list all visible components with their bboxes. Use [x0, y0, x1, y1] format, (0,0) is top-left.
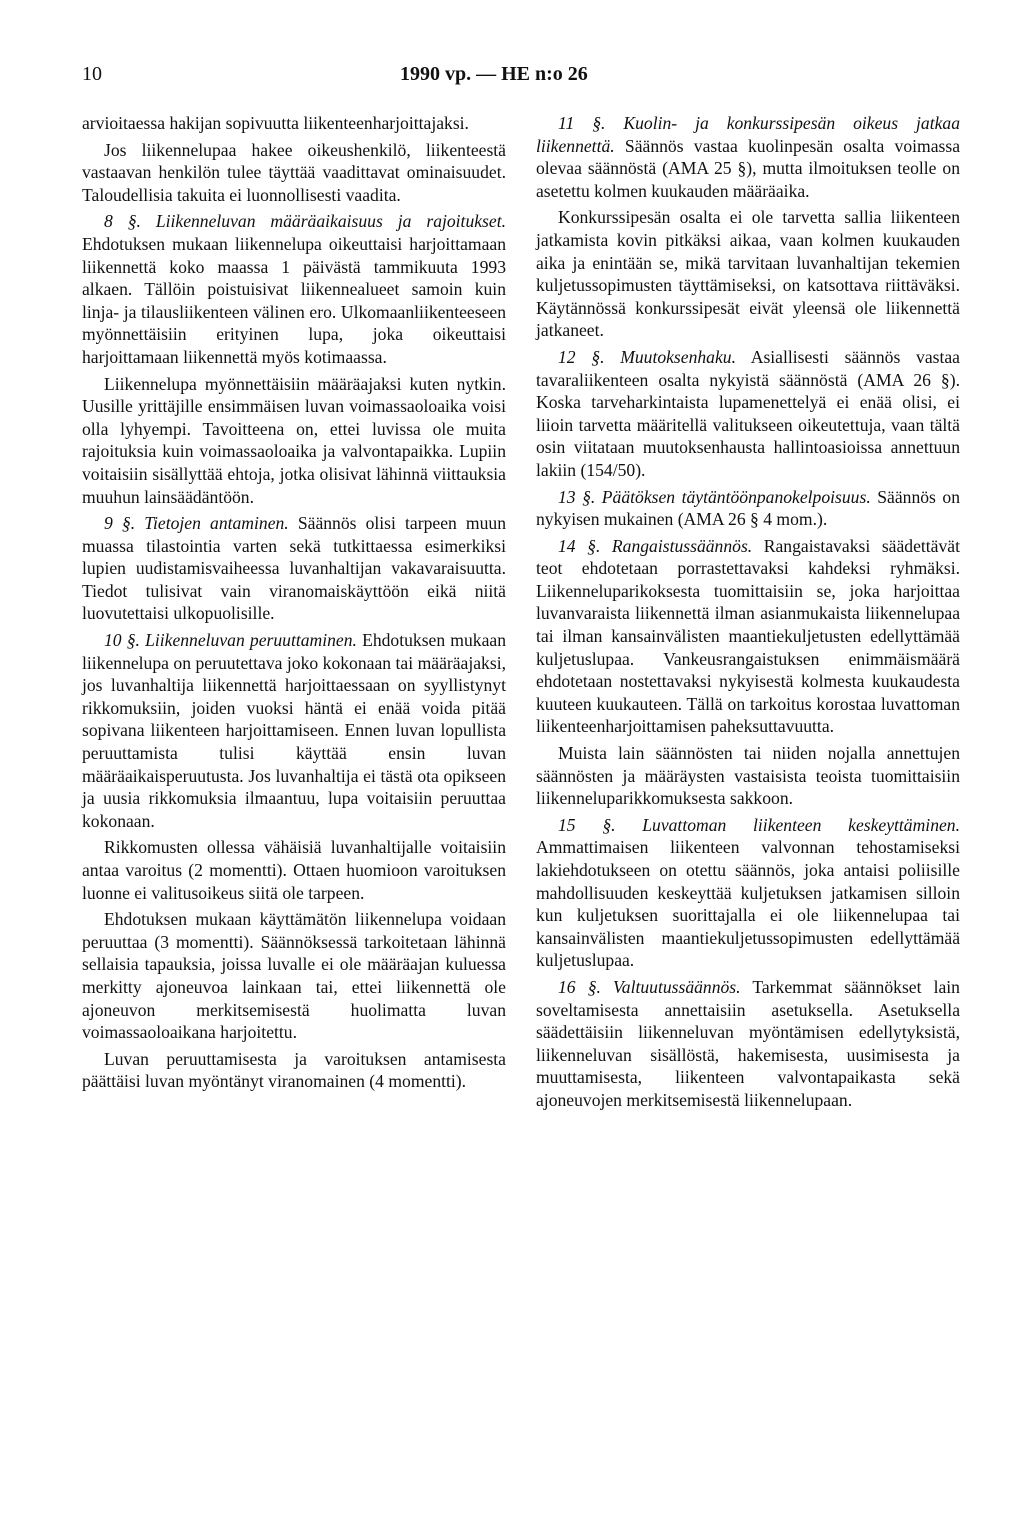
paragraph: arvioitaessa hakijan sopivuutta liikenteenharjoittajaksi. — [82, 113, 469, 133]
section-text: Ehdotuksen mukaan liikennelupa on peruutettava joko kokonaan tai määräajaksi, jos luvanhaltija liikennettä harjoittaessaan on syyllistynyt rikkomuksiin, joiden vuoksi häntä ei enää voida pitää sopivana liikenteen harjoittamiseen. Ennen luvan lopullista peruuttamista tulisi käyttää ensin luvan määräaikaisperuutusta. Jos luvanhaltija ei tästä ota opikseen ja uusia rikkomuksia ilmaantuu, lupa voitaisiin peruuttaa kokonaan. — [82, 630, 506, 831]
section-14 — [536, 535, 960, 738]
section-16 — [536, 976, 960, 1112]
section-11 — [536, 112, 960, 202]
section-heading: 9 §. Tietojen antaminen. — [104, 513, 289, 534]
section-heading: 15 §. Luvattoman liikenteen keskeyttäminen. — [558, 814, 960, 835]
section-12 — [536, 346, 960, 482]
section-text: Ammattimaisen liikenteen valvonnan tehostamiseksi lakiehdotukseen on otettu säännös, joka antaisi poliisille mahdollisuuden keskeyttää kuljetuksen jatkamisen silloin kun kuljetuksen suorittajalla ei ole liikennelupaa tai kansainvälisten maantiekuljetussopimusten edellyttämää kuljetuslupaa. — [536, 837, 960, 971]
section-9 — [82, 512, 506, 625]
paragraph: Muista lain säännösten tai niiden nojalla annettujen säännösten ja määräysten vastaisista teoista tuomittaisiin liikenneluparikkomuksesta sakkoon. — [536, 743, 960, 809]
page-number: 10 — [82, 63, 102, 85]
section-heading: 14 §. Rangaistussäännös. — [558, 535, 753, 556]
section-heading: 13 §. Päätöksen täytäntöönpanokelpoisuus. — [558, 486, 871, 507]
section-heading: 8 §. Liikenneluvan määräaikaisuus ja rajoitukset. — [104, 211, 506, 232]
paragraph: Liikennelupa myönnettäisiin määräajaksi kuten nytkin. Uusille yrittäjille ensimmäisen luvan voimassaoloaika voisi olla lyhyempi. Tavoitteena on, ettei luvissa ole muita rajoituksia kuin voimassaoloaika ja valvontapaikka. Lupiin voitaisiin sisällyttää ehtoja, jotka olisivat lähinnä viittauksia muuhun lainsäädäntöön. — [82, 373, 506, 507]
section-text: Säännös olisi tarpeen muun muassa tilastointia varten sekä tutkittaessa esimerkiksi lupien uudistamisvaiheessa luvanhaltijan vakavaraisuutta. Tiedot tulisivat vain viranomaiskäyttöön eikä niitä luovutettaisi ulkopuolisille. — [82, 513, 506, 624]
paragraph: Rikkomusten ollessa vähäisiä luvanhaltijalle voitaisiin antaa varoitus (2 momentti). Ottaen huomioon varoituksen luonne ei valitusoikeus siitä ole tarpeen. — [82, 837, 506, 903]
section-heading: 10 §. Liikenneluvan peruuttaminen. — [104, 630, 357, 651]
paragraph: Ehdotuksen mukaan käyttämätön liikennelupa voidaan peruuttaa (3 momentti). Säännöksessä tarkoitetaan lähinnä sellaisia tapauksia, joissa luvalle ei ole määräajan kuluessa merkitty ajoneuvoa lainkaan tai, ettei liikennettä ole ajoneuvon merkitsemisestä huolimatta luvan voimassaoloaikana harjoitettu. — [82, 909, 506, 1043]
section-13 — [536, 486, 960, 531]
section-text: Rangaistavaksi säädettävät teot ehdotetaan porrastettavaksi kahdeksi ryhmäksi. Liikenneluparikoksesta tuomittaisiin se, joka harjoittaa luvanvaraista liikennettä ilman asianmukaista liikennelupaa tai ilman kansainvälisten maantiekuljetusten edellyttämää kuljetuslupaa. Vankeusrangaistuksen enimmäismäärä ehdotetaan nostettavaksi nykyisestä kolmesta kuukaudesta kuuteen kuukauteen. Tällä on tarkoitus korostaa luvattoman liikenteenharjoittamisen paheksuttavuutta. — [536, 535, 960, 737]
page-header — [82, 63, 952, 93]
section-15 — [536, 814, 960, 972]
right-column — [536, 112, 960, 1116]
left-column — [82, 112, 506, 1097]
section-8 — [82, 210, 506, 368]
paragraph: Jos liikennelupaa hakee oikeushenkilö, liikenteestä vastaavan henkilön tulee täyttää vaadittavat ominaisuudet. Taloudellisia takuita ei luonnollisesti vaadita. — [82, 139, 506, 205]
section-heading: 11 §. Kuolin- ja konkurssipesän oikeus jatkaa liikennettä. — [536, 113, 960, 156]
section-heading: 12 §. Muutoksenhaku. — [558, 346, 736, 367]
running-head: 1990 vp. — HE n:o 26 — [400, 63, 588, 85]
section-text: Säännös on nykyisen mukainen (AMA 26 § 4 mom.). — [536, 486, 960, 530]
section-text: Tarkemmat säännökset lain soveltamisesta annettaisiin asetuksella. Asetuksella säädettäisiin liikenneluvan myöntämisen edellytyksistä, liikenneluvan sisällöstä, hakemisesta, uusimisesta ja muuttamisesta, liikenteen valvontapaikasta sekä ajoneuvojen merkitsemisestä liikennelupaan. — [536, 976, 960, 1110]
section-text: Ehdotuksen mukaan liikennelupa oikeuttaisi harjoittamaan liikennettä koko maassa 1 päivästä tammikuuta 1993 alkaen. Tällöin poistuisivat liikennealueet samoin kuin linja- ja tilausliikenteen välinen ero. Ulkomaanliikenteeseen myönnettäisiin erityinen lupa, joka oikeuttaisi harjoittamaan liikennettä myös kotimaassa. — [82, 233, 506, 367]
paragraph: Luvan peruuttamisesta ja varoituksen antamisesta päättäisi luvan myöntänyt viranomainen (4 momentti). — [82, 1048, 506, 1092]
section-heading: 16 §. Valtuutussäännös. — [558, 976, 741, 997]
section-10 — [82, 629, 506, 832]
paragraph: Konkurssipesän osalta ei ole tarvetta sallia liikenteen jatkamista kovin pitkäksi aikaa, vaan kolmen kuukauden aika ja enintään se, mikä tarvitaan luvanhaltijan tekemien kuljetussopimusten täyttämiseksi, on katsottava riittäväksi. Käytännössä konkurssipesät eivät yleensä ole liikennettä jatkaneet. — [536, 207, 960, 341]
section-text: Säännös vastaa kuolinpesän osalta voimassa olevaa säännöstä (AMA 25 §), mutta ilmoituksen teolle on asetettu kolmen kuukauden määräaika. — [536, 135, 961, 201]
section-text: Asiallisesti säännös vastaa tavaraliikenteen osalta nykyistä säännöstä (AMA 26 §). Koska tarveharkintaista lupamenettelyä ei enää olisi, ei liioin tarvetta määritellä valitukseen oikeutettuja, vaan tältä osin viitataan muutoksenhausta hallintoasioissa annettuun lakiin (154/50). — [536, 346, 960, 480]
